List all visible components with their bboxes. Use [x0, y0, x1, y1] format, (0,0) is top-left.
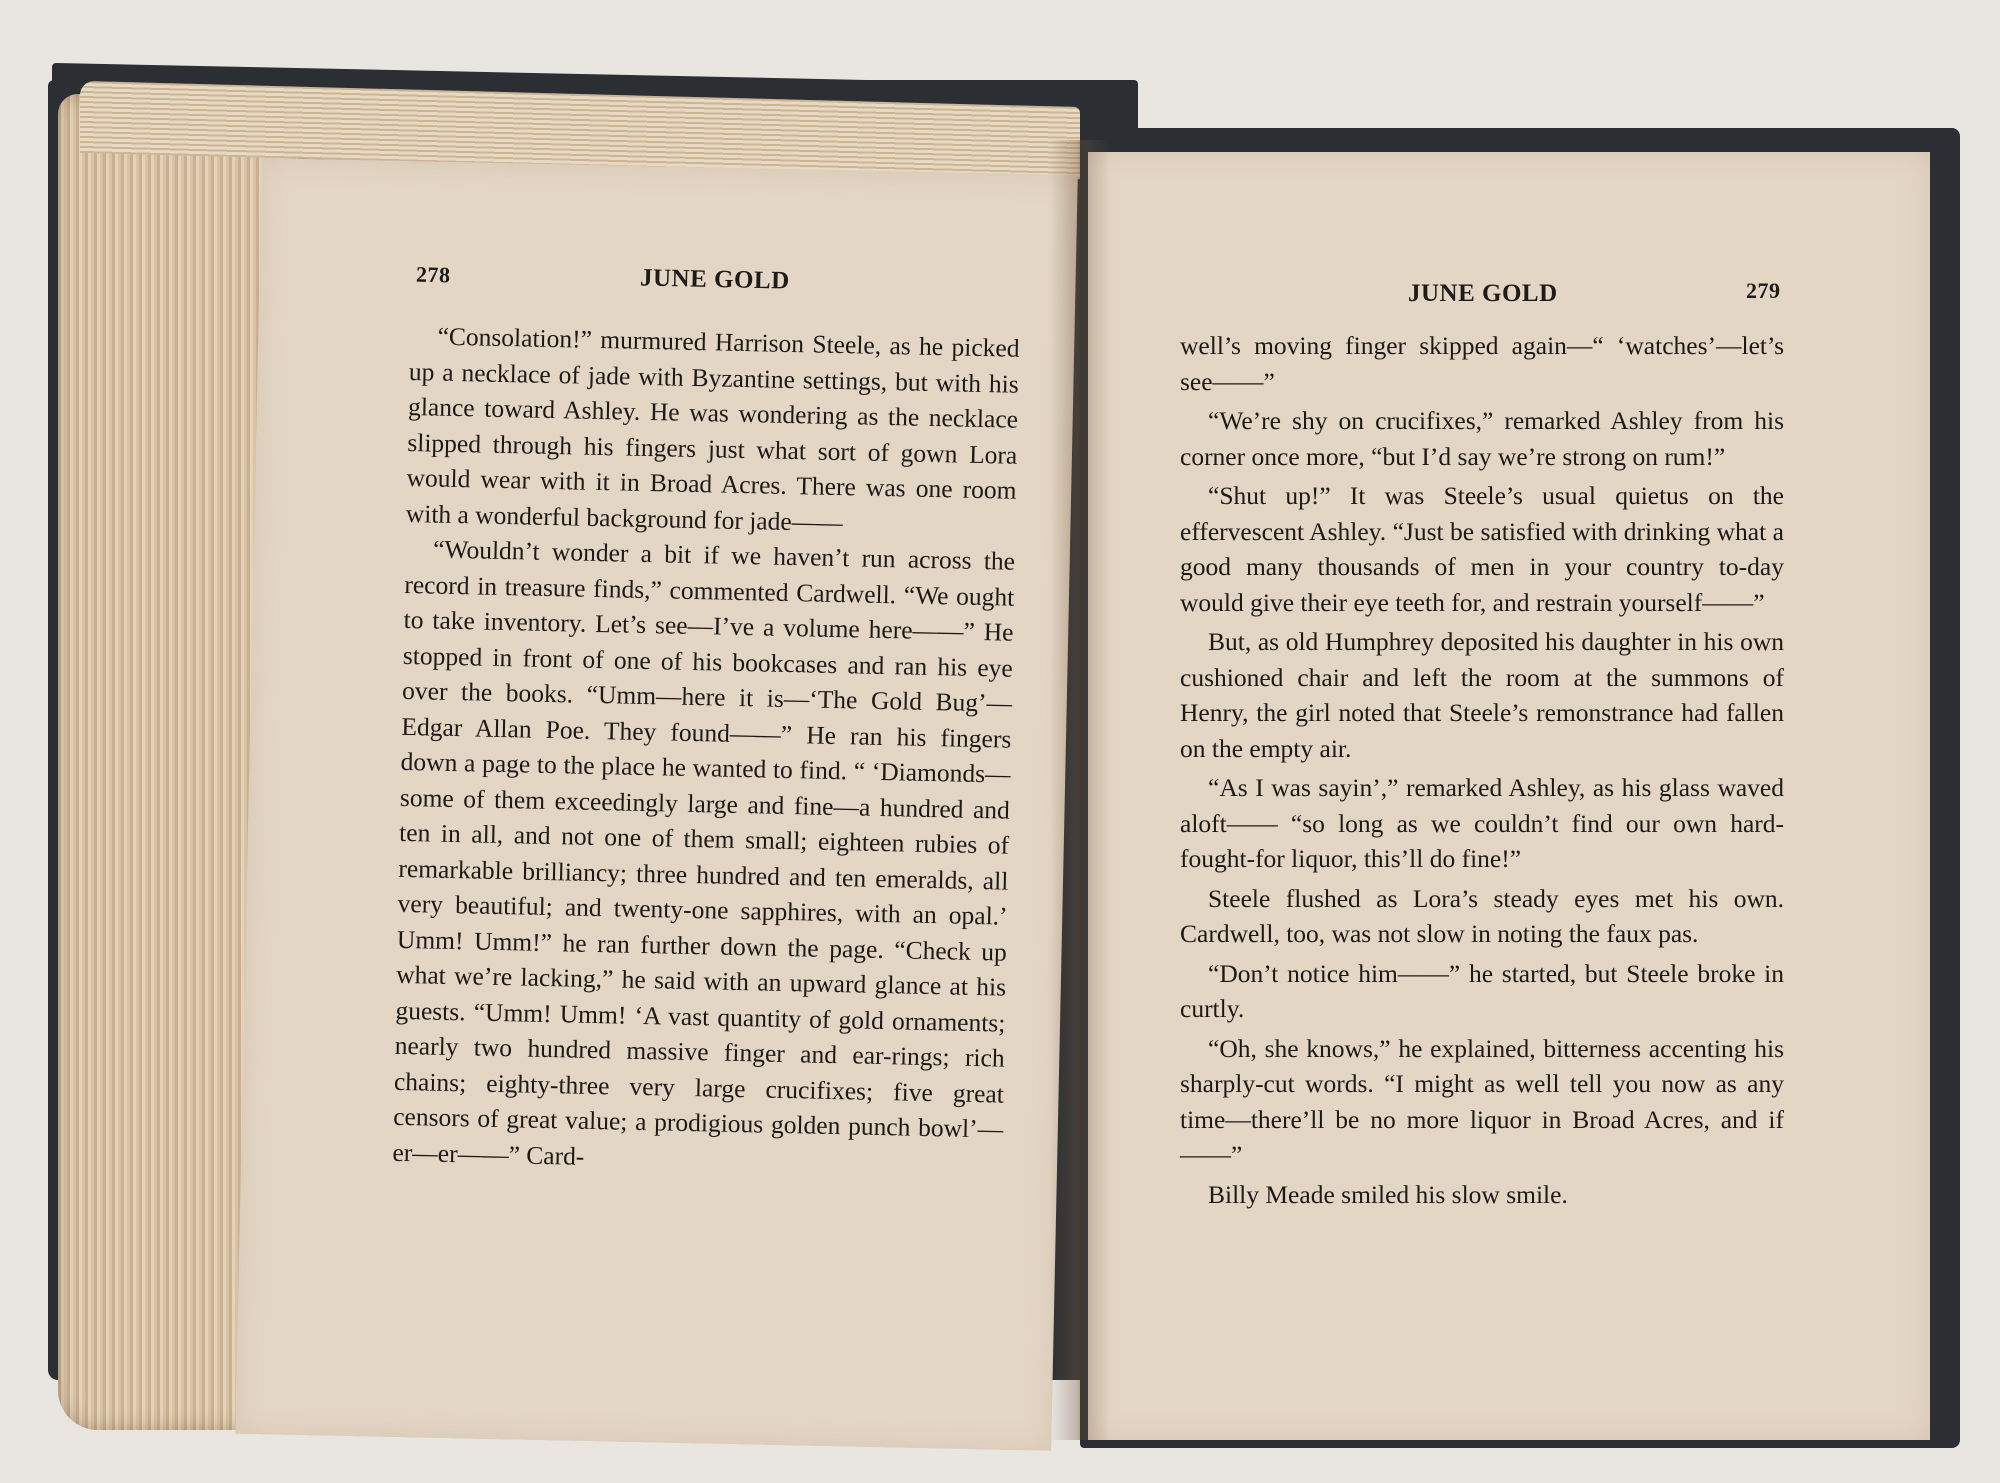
- paragraph: “Oh, she knows,” he explained, bitterness accenting his sharply-cut words. “I might as well tell you now as any time—there’ll be no more liquor in Broad Acres, and if——”: [1180, 1033, 1784, 1169]
- right-page-text: [1180, 328, 1784, 1216]
- paragraph: Steele flushed as Lora’s steady eyes met his own. Cardwell, too, was not slow in noting the faux pas.: [1180, 883, 1784, 948]
- paragraph: “We’re shy on crucifixes,” remarked Ashley from his corner once more, “but I’d say we’re strong on rum!”: [1180, 406, 1784, 471]
- paragraph: Billy Meade smiled his slow smile.: [1208, 1179, 1568, 1209]
- left-page-number: 278: [415, 261, 451, 288]
- paragraph: “As I was sayin’,” remarked Ashley, as his glass waved aloft—— “so long as we couldn’t find our own hard-fought-for liquor, this’ll do fine!”: [1180, 773, 1784, 873]
- book-gutter: [1050, 140, 1110, 1440]
- right-page-number: 279: [1746, 278, 1781, 303]
- paragraph: But, as old Humphrey deposited his daughter in his own cushioned chair and left the room at the summons of Henry, the girl noted that Steele’s remonstrance had fallen on the empty air.: [1180, 627, 1784, 763]
- paragraph: “Consolation!” murmured Harrison Steele, as he picked up a necklace of jade with Byzantine settings, but with his glance toward Ashley. He was wondering as the necklace slipped through his fingers just what sort of gown Lora would wear with it in Broad Acres. There was one room with a wonderful background for jade——: [405, 321, 1020, 537]
- right-running-header: JUNE GOLD: [1408, 280, 1558, 307]
- paragraph: “Shut up!” It was Steele’s usual quietus on the effervescent Ashley. “Just be satisfied with drinking what a good many thousands of men in your country to-day would give their eye teeth for, and restrain yourself——”: [1180, 481, 1784, 617]
- left-page-text: [392, 318, 1020, 1183]
- paragraph: “Wouldn’t wonder a bit if we haven’t run across the record in treasure finds,” commented Cardwell. “We ought to take inventory. Let’s see—I’ve a volume here——” He stopped in front of one of his bookcases and ran his eye over the books. “Umm—here it is—‘The Gold Bug’—Edgar Allan Poe. They found——” He ran his fingers down a page to the place he wanted to find. “ ‘Diamonds—some of them exceedingly large and fine—a hundred and ten in all, and not one of them small; eighteen rubies of remarkable brilliancy; three hundred and ten emeralds, all very beautiful; and twenty-one sapphires, with an opal.’ Umm! Umm!” he ran further down the page. “Check up what we’re lacking,” he said with an upward glance at his guests. “Umm! Umm! ‘A vast quantity of gold ornaments; nearly two hundred massive finger and ear-rings; rich chains; eighty-three very large crucifixes; five great censors of great value; a prodigious golden punch bowl’—er—er——” Card-: [392, 534, 1016, 1171]
- paragraph-continuation: well’s moving finger skipped again—“ ‘watches’—let’s see——”: [1180, 331, 1784, 396]
- left-running-header: JUNE GOLD: [639, 264, 790, 295]
- paragraph: “Don’t notice him——” he started, but Steele broke in curtly.: [1180, 958, 1784, 1023]
